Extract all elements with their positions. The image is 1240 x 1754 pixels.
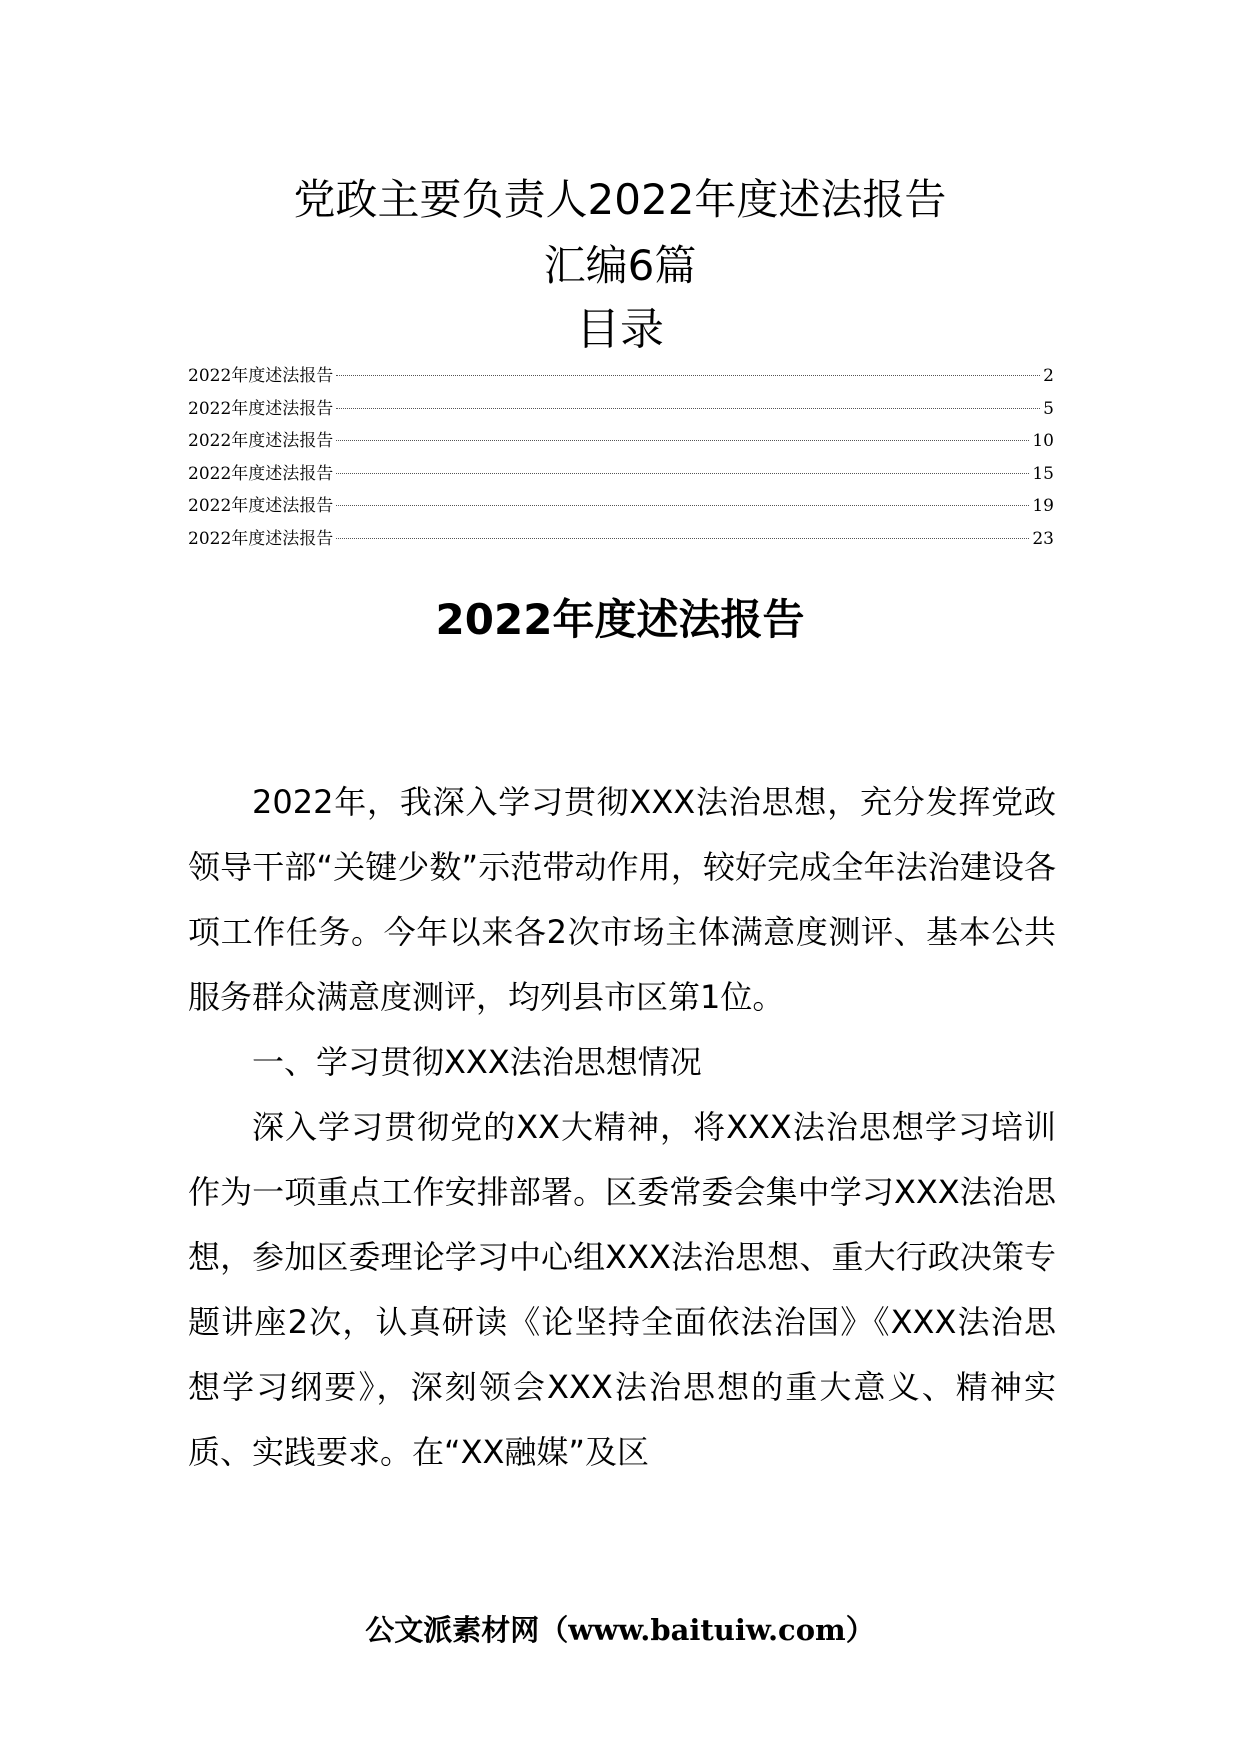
table-of-contents [188, 360, 1054, 555]
toc-leader-dots [336, 538, 1029, 539]
toc-entry-label: 2022年度述法报告 [188, 366, 334, 386]
toc-entry[interactable] [188, 523, 1054, 556]
toc-leader-dots [336, 505, 1029, 506]
toc-entry[interactable] [188, 360, 1054, 393]
toc-entry[interactable] [188, 393, 1054, 426]
toc-entry[interactable] [188, 425, 1054, 458]
toc-entry[interactable] [188, 490, 1054, 523]
toc-entry-label: 2022年度述法报告 [188, 496, 334, 516]
toc-entry-label: 2022年度述法报告 [188, 528, 334, 549]
toc-entry-page: 2 [1043, 366, 1054, 386]
section-heading-1: 一、学习贯彻XXX法治思想情况 [252, 1043, 702, 1081]
report-body [188, 770, 1056, 1485]
toc-entry-label: 2022年度述法报告 [188, 431, 334, 451]
body-paragraph: 深入学习贯彻党的XX大精神，将XXX法治思想学习培训作为一项重点工作安排部署。区委常委会集中学习XXX法治思想，参加区委理论学习中心组XXX法治思想、重大行政决策专题讲座2次，认真研读《论坚持全面依法治国》《XXX法治思想学习纲要》，深刻领会XXX法治思想的重大意义、精神实质、实践要求。在“XX融媒”及区 [188, 1108, 1056, 1471]
document-title-line1: 党政主要负责人2022年度述法报告 [293, 175, 947, 224]
toc-entry-page: 5 [1043, 398, 1054, 419]
toc-entry-page: 19 [1032, 496, 1054, 516]
toc-leader-dots [336, 375, 1040, 376]
toc-leader-dots [336, 408, 1040, 409]
toc-entry-label: 2022年度述法报告 [188, 463, 334, 484]
toc-heading: 目录 [576, 304, 664, 355]
toc-entry-page: 15 [1032, 463, 1054, 484]
document-title-line2: 汇编6篇 [543, 241, 697, 290]
toc-entry-label: 2022年度述法报告 [188, 398, 334, 419]
toc-entry-page: 10 [1032, 431, 1054, 451]
toc-entry-page: 23 [1032, 528, 1054, 549]
footer-source: 公文派素材网（www.baituiw.com） [365, 1613, 875, 1647]
toc-leader-dots [336, 440, 1029, 441]
section-title: 2022年度述法报告 [435, 595, 805, 644]
body-paragraph-intro: 2022年，我深入学习贯彻XXX法治思想，充分发挥党政领导干部“关键少数”示范带动作用，较好完成全年法治建设各项工作任务。今年以来各2次市场主体满意度测评、基本公共服务群众满意度测评，均列县市区第1位。 [188, 783, 1056, 1016]
toc-entry[interactable] [188, 458, 1054, 491]
toc-leader-dots [336, 473, 1029, 474]
